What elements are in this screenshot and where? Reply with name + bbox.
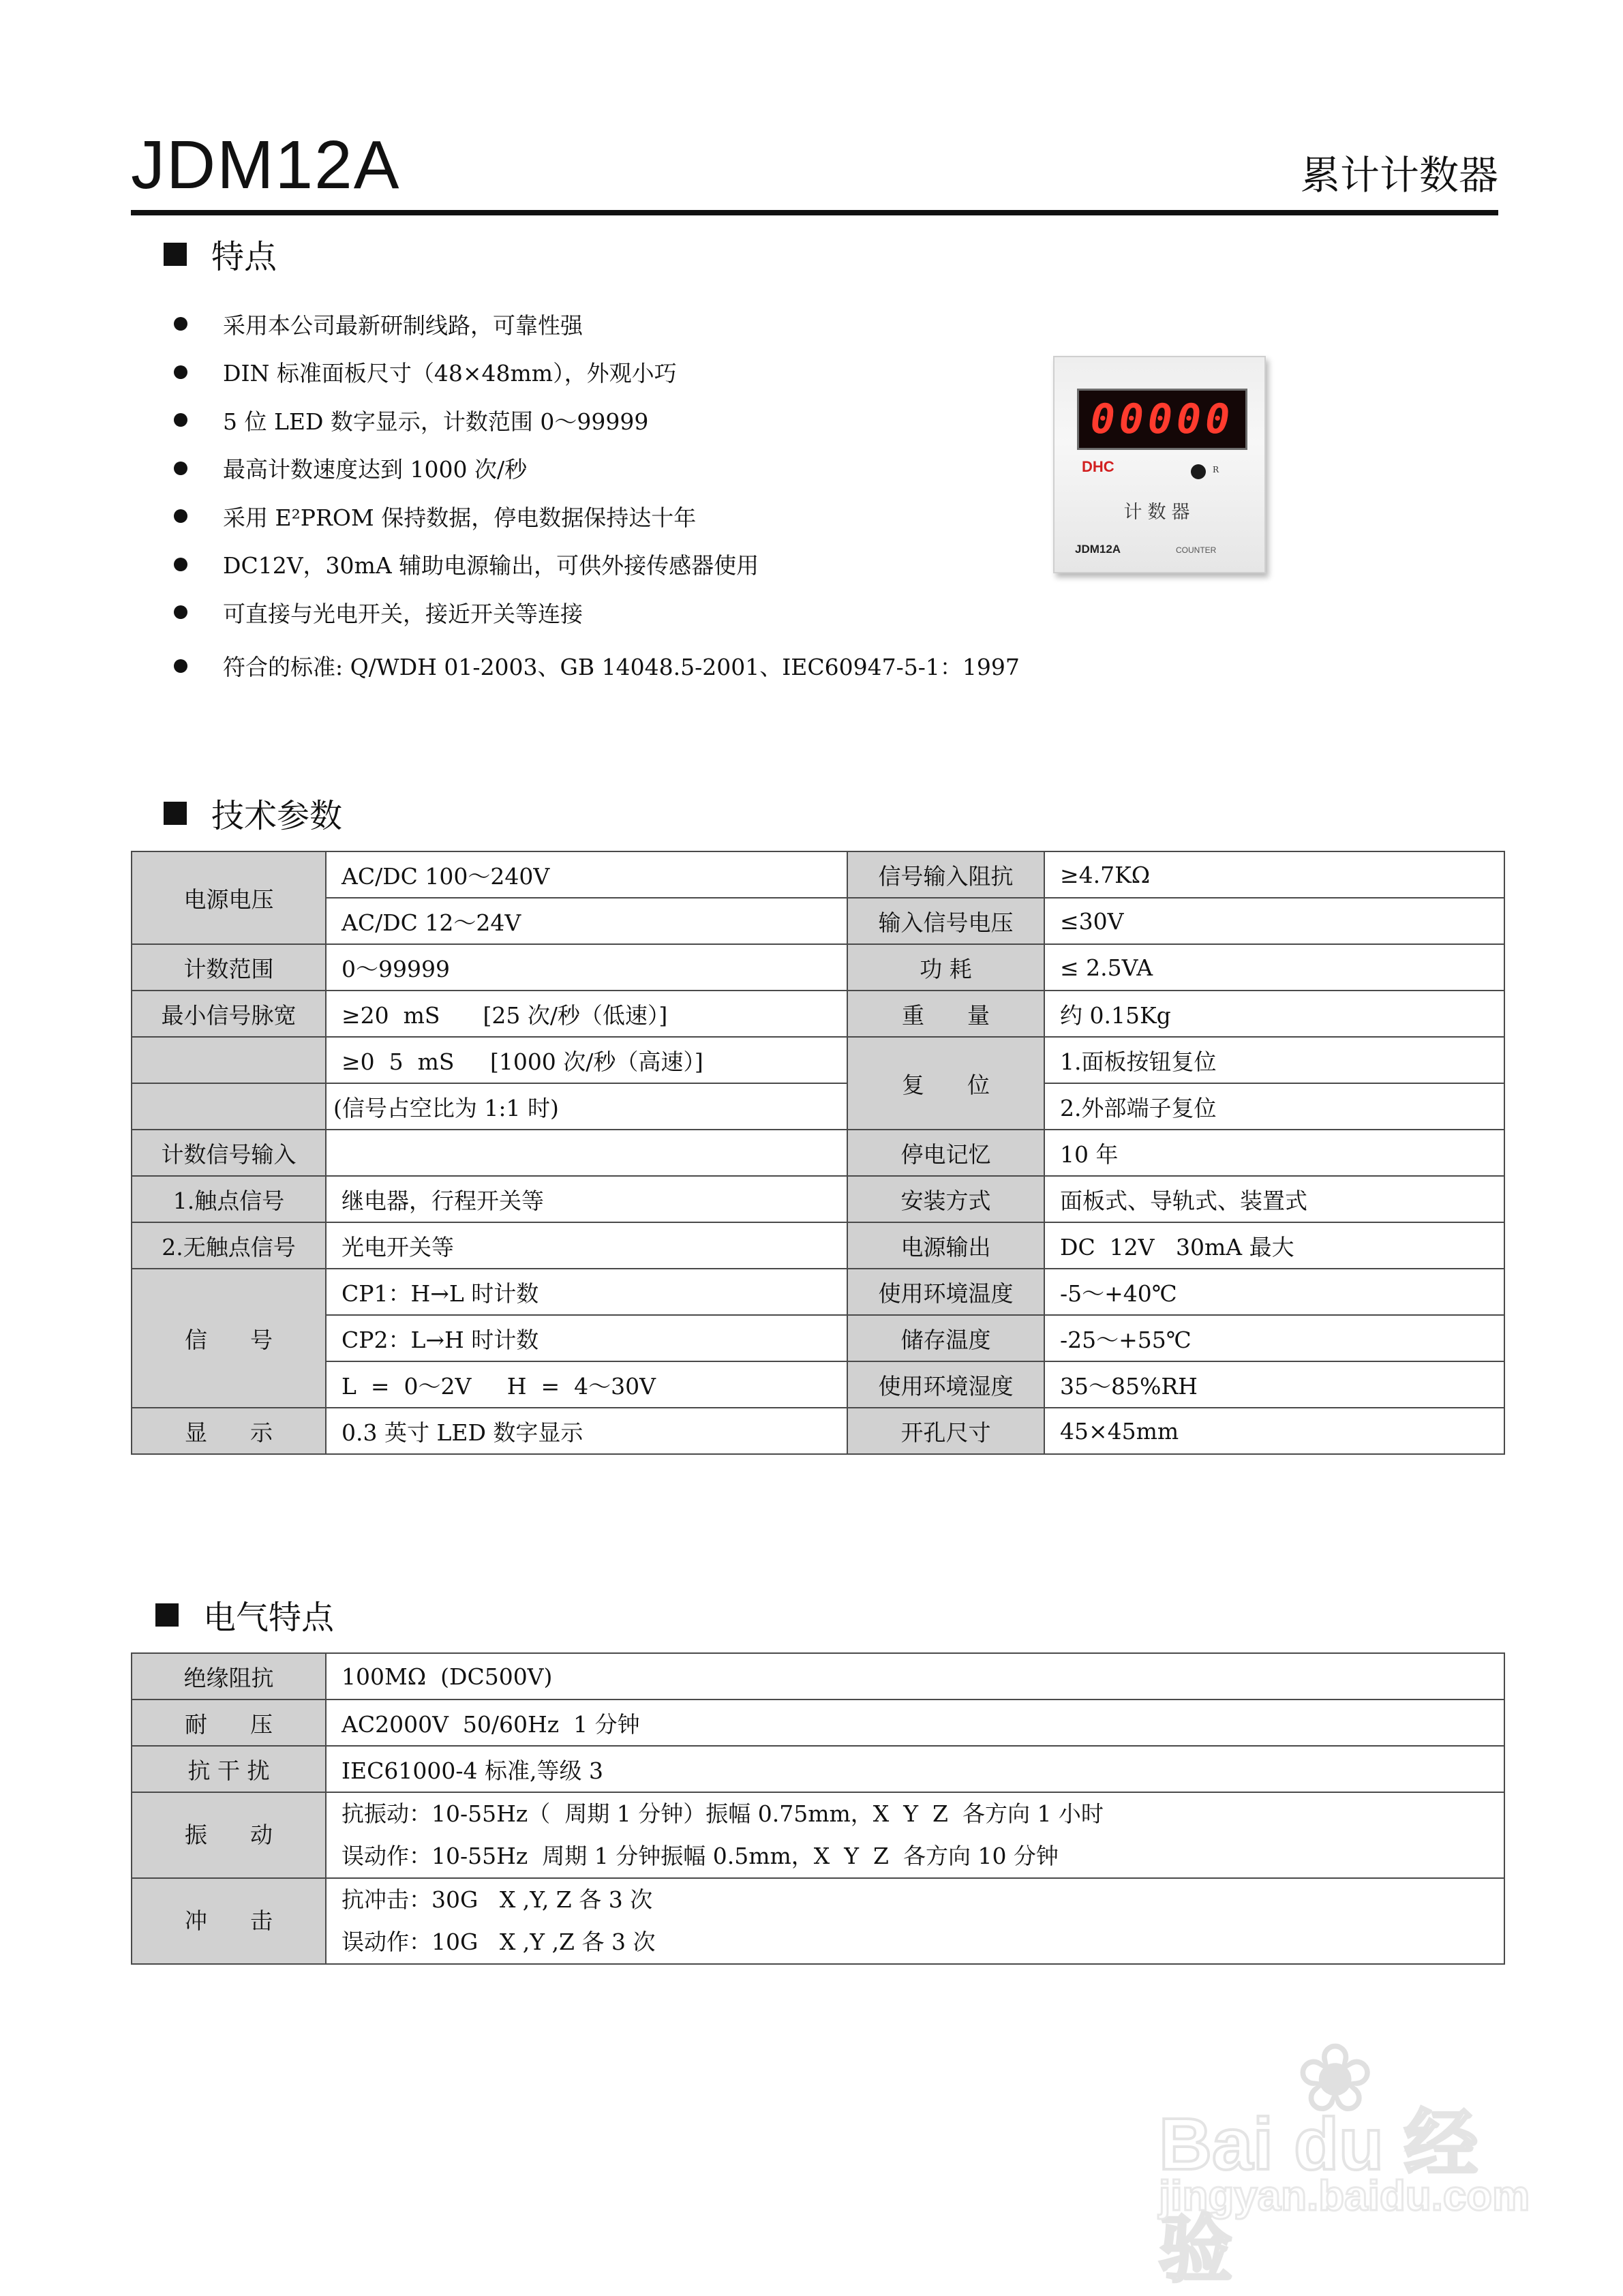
table-cell: 振 动: [132, 1792, 326, 1878]
tech-spec-table: [131, 851, 1505, 1455]
table-cell: 约 0.15Kg: [1044, 991, 1504, 1037]
list-item: DC12V，30mA 辅助电源输出，可供外接传感器使用: [174, 541, 1060, 589]
table-cell: 电源输出: [847, 1222, 1044, 1269]
table-row: [132, 1408, 1504, 1454]
electrical-heading-text: 电气特点: [203, 1599, 335, 1637]
table-cell: 安装方式: [847, 1176, 1044, 1222]
bullet-icon: [174, 413, 187, 427]
table-row: [132, 1130, 1504, 1176]
table-row: [132, 1083, 1504, 1130]
table-row: [132, 851, 1504, 898]
list-item: 符合的标准: Q/WDH 01-2003、GB 14048.5-2001、IEC60947-5-1：1997: [174, 642, 1060, 691]
table-cell: 输入信号电压: [847, 898, 1044, 944]
shock-line-2: 误动作：10G X ,Y ,Z 各 3 次: [342, 1929, 656, 1955]
brand-logo: DHC: [1082, 458, 1114, 475]
bullet-icon: [174, 659, 187, 673]
list-item: 采用 E²PROM 保持数据，停电数据保持达十年: [174, 492, 1060, 541]
reset-mark: R: [1213, 465, 1219, 474]
device-counter-text: COUNTER: [1176, 545, 1217, 555]
table-row: [132, 1653, 1504, 1700]
vibration-line-1: 抗振动：10-55Hz（ 周期 1 分钟）振幅 0.75mm，X Y Z 各方向 1 小时: [342, 1800, 1104, 1827]
watermark-url: jingyan.baidu.com: [1159, 2173, 1530, 2220]
table-row: [132, 1269, 1504, 1315]
bullet-icon: [174, 509, 187, 523]
table-cell: IEC61000-4 标准,等级 3: [326, 1746, 1504, 1792]
table-row: [132, 1878, 1504, 1964]
list-item: DIN 标准面板尺寸（48×48mm），外观小巧: [174, 348, 1060, 397]
paw-icon: ❀: [1295, 2023, 1376, 2134]
product-model-title: JDM12A: [131, 127, 401, 203]
square-bullet-icon: [155, 1603, 179, 1627]
list-item: 采用本公司最新研制线路，可靠性强: [174, 300, 1060, 348]
list-item: 最高计数速度达到 1000 次/秒: [174, 444, 1060, 493]
table-cell: ≤30V: [1044, 898, 1504, 944]
tech-heading-text: 技术参数: [211, 797, 343, 835]
table-row: [132, 1792, 1504, 1878]
header-rule: [131, 210, 1498, 215]
bullet-icon: [174, 605, 187, 619]
table-cell: [132, 1083, 326, 1130]
table-row: [132, 1361, 1504, 1408]
table-cell: -25～+55℃: [1044, 1315, 1504, 1361]
table-cell: ≥0 5 mS [1000 次/秒（高速）]: [326, 1037, 847, 1083]
list-item: 可直接与光电开关，接近开关等连接: [174, 588, 1060, 637]
table-cell: 停电记忆: [847, 1130, 1044, 1176]
table-cell: 使用环境温度: [847, 1269, 1044, 1315]
bullet-icon: [174, 558, 187, 571]
table-cell: 1.触点信号: [132, 1176, 326, 1222]
table-cell: 复 位: [847, 1037, 1044, 1130]
led-display: [1077, 389, 1247, 450]
table-row: [132, 898, 1504, 944]
table-row: [132, 991, 1504, 1037]
table-cell: 计数范围: [132, 944, 326, 991]
features-list: [174, 300, 1060, 690]
table-cell: -5～+40℃: [1044, 1269, 1504, 1315]
table-cell: 45×45mm: [1044, 1408, 1504, 1454]
table-cell: 继电器，行程开关等: [326, 1176, 847, 1222]
device-label: 计数器: [1123, 502, 1196, 523]
table-cell: 使用环境湿度: [847, 1361, 1044, 1408]
product-category: 累计计数器: [1300, 152, 1498, 198]
table-row: [132, 944, 1504, 991]
table-cell: 面板式、导轨式、装置式: [1044, 1176, 1504, 1222]
table-cell: DC 12V 30mA 最大: [1044, 1222, 1504, 1269]
table-cell: CP2：L→H 时计数: [326, 1315, 847, 1361]
table-row: [132, 1222, 1504, 1269]
product-photo: [1053, 356, 1266, 573]
vibration-line-2: 误动作：10-55Hz 周期 1 分钟振幅 0.5mm，X Y Z 各方向 10 分钟: [342, 1843, 1059, 1869]
table-cell: (信号占空比为 1:1 时): [326, 1083, 847, 1130]
table-cell: 计数信号输入: [132, 1130, 326, 1176]
table-cell: 0.3 英寸 LED 数字显示: [326, 1408, 847, 1454]
table-cell: 2.无触点信号: [132, 1222, 326, 1269]
table-row: [132, 1037, 1504, 1083]
table-cell: [132, 1037, 326, 1083]
bullet-icon: [174, 317, 187, 331]
reset-button-icon: [1191, 464, 1206, 479]
table-cell: 光电开关等: [326, 1222, 847, 1269]
table-cell: [326, 1130, 847, 1176]
table-cell: 10 年: [1044, 1130, 1504, 1176]
bullet-icon: [174, 365, 187, 379]
table-cell: 信号输入阻抗: [847, 851, 1044, 898]
table-cell: 抗 干 扰: [132, 1746, 326, 1792]
tech-heading: [164, 789, 342, 836]
table-cell: AC/DC 100～240V: [326, 851, 847, 898]
electrical-table: [131, 1652, 1505, 1965]
table-cell: CP1：H→L 时计数: [326, 1269, 847, 1315]
list-item: 5 位 LED 数字显示，计数范围 0～99999: [174, 396, 1060, 444]
table-cell: L = 0～2V H = 4～30V: [326, 1361, 847, 1408]
baidu-watermark: [1159, 2023, 1541, 2291]
watermark-brand: Bai du 经验: [1159, 2102, 1478, 2291]
table-cell: 电源电压: [132, 851, 326, 944]
features-heading-text: 特点: [211, 238, 277, 276]
bullet-icon: [174, 462, 187, 475]
table-cell: 100MΩ (DC500V): [326, 1653, 1504, 1700]
square-bullet-icon: [164, 802, 187, 825]
table-cell: 显 示: [132, 1408, 326, 1454]
features-heading: [164, 230, 277, 277]
table-cell: 开孔尺寸: [847, 1408, 1044, 1454]
table-cell: ≥20 mS [25 次/秒（低速）]: [326, 991, 847, 1037]
square-bullet-icon: [164, 243, 187, 266]
table-row: [132, 1176, 1504, 1222]
table-cell: 35～85%RH: [1044, 1361, 1504, 1408]
table-cell: ≥4.7KΩ: [1044, 851, 1504, 898]
table-cell: 2.外部端子复位: [1044, 1083, 1504, 1130]
table-cell: AC2000V 50/60Hz 1 分钟: [326, 1700, 1504, 1746]
led-digits: 00000: [1090, 395, 1234, 443]
table-cell: 耐 压: [132, 1700, 326, 1746]
table-cell: 储存温度: [847, 1315, 1044, 1361]
table-cell: 最小信号脉宽: [132, 991, 326, 1037]
table-cell: 冲 击: [132, 1878, 326, 1964]
table-cell: 重 量: [847, 991, 1044, 1037]
table-cell: [326, 1792, 1504, 1878]
table-cell: AC/DC 12～24V: [326, 898, 847, 944]
electrical-heading: [155, 1591, 334, 1638]
table-row: [132, 1746, 1504, 1792]
table-cell: 绝缘阻抗: [132, 1653, 326, 1700]
table-row: [132, 1315, 1504, 1361]
table-cell: 1.面板按钮复位: [1044, 1037, 1504, 1083]
table-cell: 功 耗: [847, 944, 1044, 991]
table-cell: 0～99999: [326, 944, 847, 991]
table-cell: 信 号: [132, 1269, 326, 1408]
device-model: JDM12A: [1075, 543, 1121, 556]
table-row: [132, 1700, 1504, 1746]
table-cell: [326, 1878, 1504, 1964]
shock-line-1: 抗冲击：30G X ,Y, Z 各 3 次: [342, 1886, 653, 1913]
table-cell: ≤ 2.5VA: [1044, 944, 1504, 991]
